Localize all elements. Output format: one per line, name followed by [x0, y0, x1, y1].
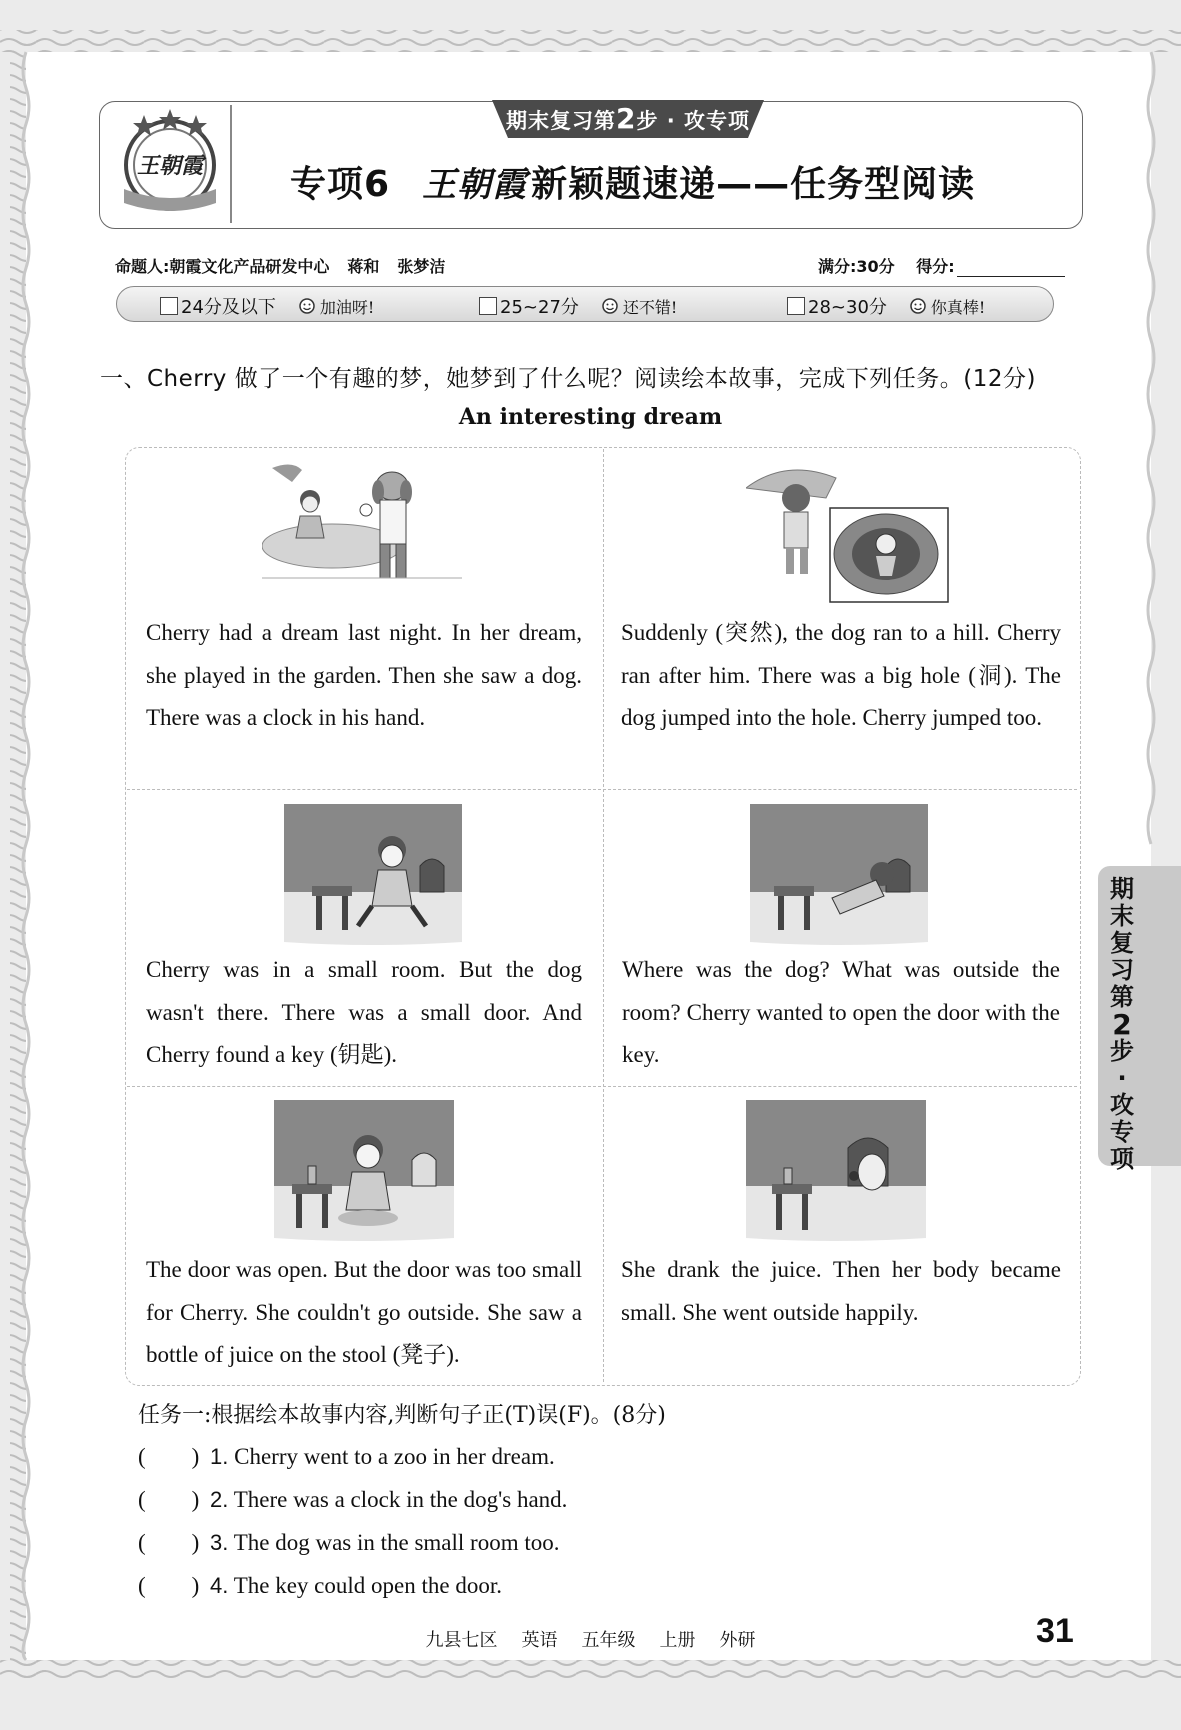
garden-dog-illustration — [262, 458, 462, 598]
score-label: 得分: — [916, 257, 955, 276]
task-1-heading: 任务一:根据绘本故事内容,判断句子正(T)误(F)。(8分) — [138, 1403, 666, 1428]
full-score: 满分:30分 — [818, 257, 895, 276]
rating-item-high: 28~30分 你真棒! — [787, 293, 985, 319]
logo-divider — [230, 105, 232, 223]
panel-5-text: The door was open. But the door was too small for Cherry. She couldn't go outside. She saw a bottle of juice on the stool (凳子). — [146, 1257, 582, 1367]
title-prefix: 专项6 — [290, 164, 391, 205]
panel-4-text: Where was the dog? What was outside the room? Cherry wanted to open the door with the key. — [622, 957, 1060, 1067]
page-footer: 九县七区 英语 五年级 上册 外研 — [425, 1630, 756, 1651]
smiley-face-icon — [298, 297, 316, 315]
question-2: ( ) 2. There was a clock in the dog's hand. — [138, 1487, 568, 1512]
panel-6-text: She drank the juice. Then her body became small. She went outside happily. — [621, 1257, 1061, 1325]
shrunk-girl-door-illustration — [744, 1098, 928, 1242]
panel-3-text: Cherry was in a small room. But the dog wasn't there. There was a small door. And Cherry found a key (钥匙). — [146, 957, 582, 1067]
brand-logo-seal — [114, 107, 226, 219]
smiley-face-icon — [909, 297, 927, 315]
rating-checkbox[interactable] — [479, 297, 497, 315]
rating-item-low: 24分及以下 加油呀! — [160, 293, 374, 319]
grid-divider-row1 — [127, 789, 1077, 790]
panel-1-text: Cherry had a dream last night. In her dream, she played in the garden. Then she saw a dog. There was a clock in his hand. — [146, 620, 582, 730]
banner-title: 期末复习第2步 · 攻专项 — [505, 102, 751, 135]
side-tab-label: 期 末 复 习 第 2 步 · 攻 专 项 — [1110, 875, 1134, 1173]
question-1: ( ) 1. Cherry went to a zoo in her dream. — [138, 1444, 555, 1469]
peek-door-illustration — [748, 802, 930, 946]
page-number: 31 — [1036, 1612, 1074, 1650]
score-line — [818, 254, 1065, 277]
answer-blank[interactable]: ( ) — [138, 1487, 200, 1512]
rating-checkbox[interactable] — [787, 297, 805, 315]
title-brand: 王朝霞 — [422, 165, 528, 205]
grid-divider-row2 — [127, 1086, 1077, 1087]
panel-2-text: Suddenly (突然), the dog ran to a hill. Cherry ran after him. There was a big hole (洞). The dog jumped into the hole. Cherry jumped too. — [621, 620, 1061, 730]
juice-stool-illustration — [272, 1098, 456, 1242]
hill-hole-illustration — [746, 458, 952, 606]
question-4: ( ) 4. The key could open the door. — [138, 1573, 502, 1598]
rating-checkbox[interactable] — [160, 297, 178, 315]
rating-item-mid: 25~27分 还不错! — [479, 293, 677, 319]
answer-blank[interactable]: ( ) — [138, 1530, 200, 1555]
grid-divider-vertical — [603, 449, 604, 1382]
score-blank[interactable] — [957, 262, 1065, 277]
smiley-face-icon — [601, 297, 619, 315]
svg-text:王朝霞: 王朝霞 — [136, 153, 204, 179]
story-title: An interesting dream — [458, 404, 723, 430]
section-heading: 一、Cherry 做了一个有趣的梦，她梦到了什么呢？阅读绘本故事，完成下列任务。(12分) — [100, 366, 1036, 392]
page-title — [290, 156, 975, 207]
question-3: ( ) 3. The dog was in the small room too. — [138, 1530, 560, 1555]
answer-blank[interactable]: ( ) — [138, 1444, 200, 1469]
answer-blank[interactable]: ( ) — [138, 1573, 200, 1598]
small-room-key-illustration — [282, 802, 464, 946]
title-suffix: 新颖题速递——任务型阅读 — [531, 164, 976, 205]
author-line: 命题人:朝霞文化产品研发中心 蒋和 张梦洁 — [115, 257, 446, 276]
